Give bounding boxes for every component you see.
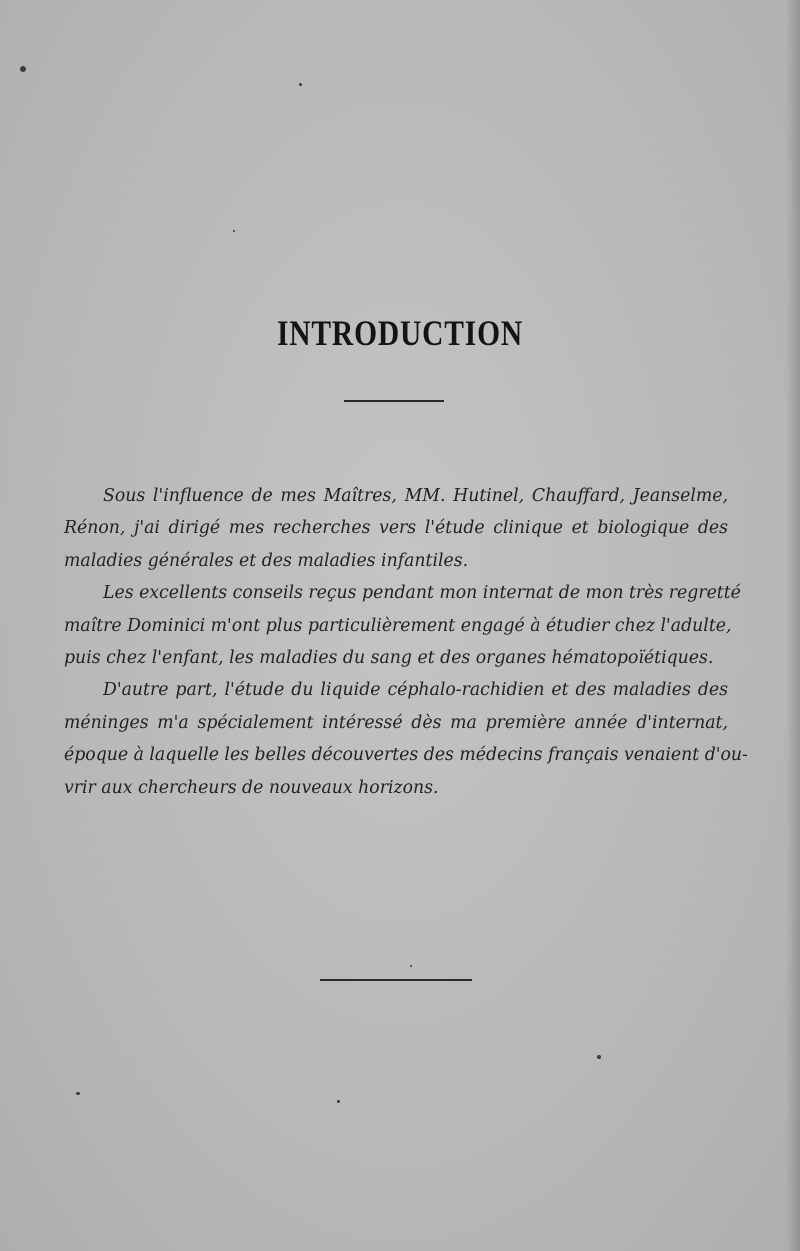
text-line: Rénon, j'ai dirigé mes recherches vers l'étude clinique et biologique des (64, 518, 728, 539)
scan-speck (299, 83, 302, 86)
page-edge-shadow (786, 0, 800, 1251)
end-rule (320, 979, 472, 981)
text-line: Sous l'influence de mes Maîtres, MM. Hutinel, Chauffard, Jeanselme, (103, 486, 728, 506)
text-line: D'autre part, l'étude du liquide céphalo-rachidien et des maladies des (103, 680, 728, 701)
scan-speck (76, 1092, 80, 1095)
text-line: puis chez l'enfant, les maladies du sang et des organes hématopoïétiques. (64, 648, 714, 669)
body-text (64, 480, 748, 804)
scan-speck (410, 965, 412, 967)
text-line: maître Dominici m'ont plus particulièrement engagé à étudier chez l'adulte, (64, 615, 732, 636)
text-line: époque à laquelle les belles découvertes des médecins français venaient d'ou- (64, 745, 748, 766)
page-title: INTRODUCTION (276, 313, 524, 353)
text-line: méninges m'a spécialement intéressé dès ma première année d'internat, (64, 712, 728, 733)
scan-speck (233, 230, 235, 232)
title-rule (344, 400, 444, 402)
text-line: Les excellents conseils reçus pendant mon internat de mon très regretté (103, 583, 741, 604)
scan-speck (20, 66, 26, 72)
text-line: vrir aux chercheurs de nouveaux horizons. (64, 777, 439, 798)
scan-speck (597, 1055, 601, 1059)
scan-speck (337, 1100, 340, 1103)
text-line: maladies générales et des maladies infantiles. (64, 550, 469, 571)
